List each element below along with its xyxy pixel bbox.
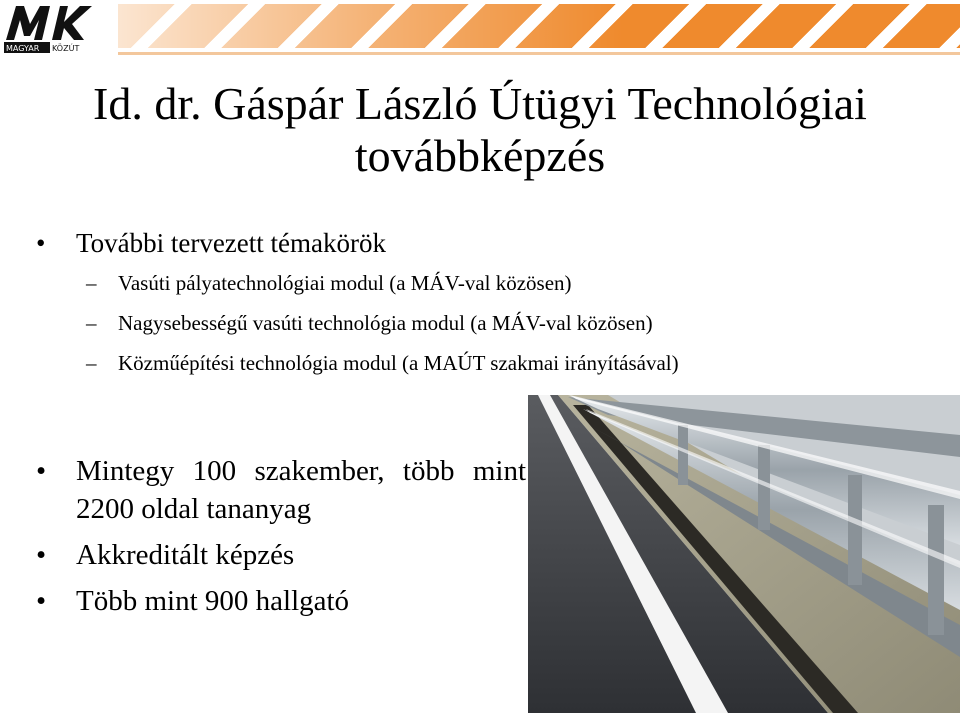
slide-title [0, 78, 960, 182]
guardrail-photo-icon [528, 395, 960, 713]
svg-text:KÖZÚT: KÖZÚT [52, 44, 80, 53]
list-item: – Közműépítési technológia modul (a MAÚT szakmai irányításával) [86, 350, 679, 377]
header-band [0, 0, 960, 60]
list-item: • Több mint 900 hallgató [36, 582, 526, 620]
header-divider [118, 52, 960, 55]
topics-heading: • További tervezett témakörök [36, 226, 386, 260]
svg-text:MAGYAR: MAGYAR [6, 44, 40, 53]
magyar-kozut-logo [0, 0, 96, 56]
list-item: • Akkreditált képzés [36, 536, 526, 574]
list-item: – Vasúti pályatechnológiai modul (a MÁV-val közösen) [86, 270, 679, 297]
guardrail-road-photo [528, 395, 960, 713]
list-item: • Mintegy 100 szakember, több mint 2200 oldal tananyag [36, 452, 526, 528]
topics-sublist [86, 270, 679, 390]
title-line-1: Id. dr. Gáspár László Útügyi Technológiai [93, 78, 867, 129]
facts-list [36, 452, 526, 628]
topics-list [36, 226, 386, 260]
header-stripes [118, 4, 960, 48]
logo-mark-icon [0, 0, 96, 56]
list-item: – Nagysebességű vasúti technológia modul (a MÁV-val közösen) [86, 310, 679, 337]
title-line-2: továbbképzés [354, 130, 606, 181]
